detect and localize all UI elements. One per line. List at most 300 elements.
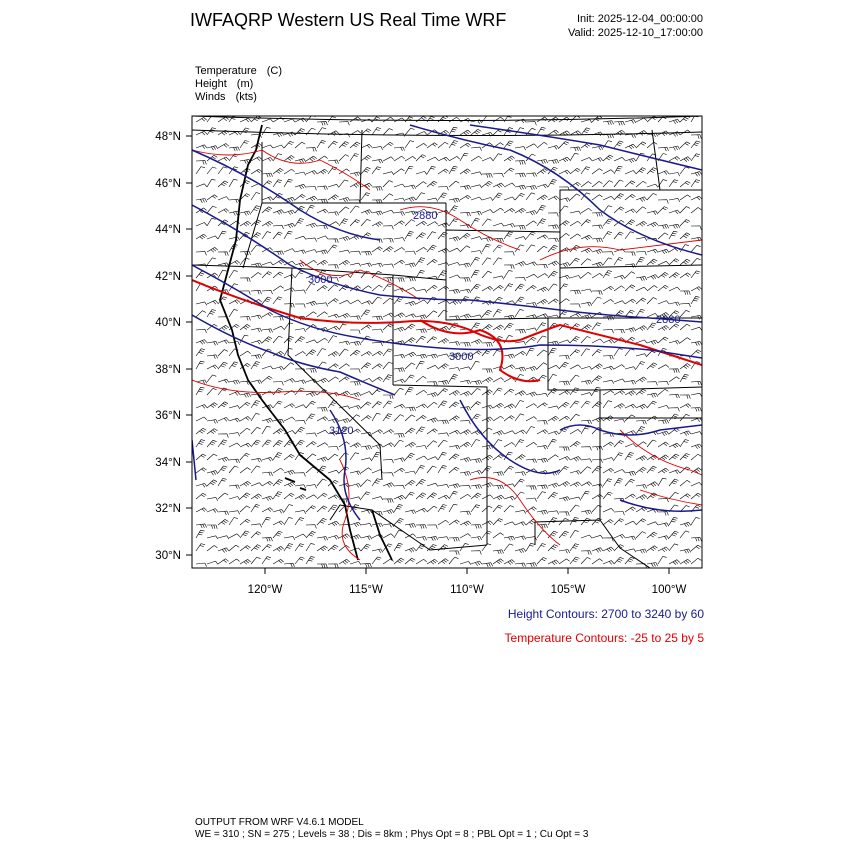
wind-barb xyxy=(460,169,471,174)
wind-barb xyxy=(229,237,240,241)
wind-barb xyxy=(581,366,592,369)
wind-barb xyxy=(240,519,250,525)
wind-barb xyxy=(383,473,393,477)
wind-barb xyxy=(559,356,569,360)
wind-barb xyxy=(526,193,535,200)
wind-barb xyxy=(284,417,295,421)
wind-barb xyxy=(196,145,207,149)
wind-barb xyxy=(284,179,293,187)
wind-barb xyxy=(592,195,603,200)
wind-barb xyxy=(240,453,250,460)
wind-barb xyxy=(614,478,623,486)
wind-barb xyxy=(691,341,702,345)
wind-barb xyxy=(603,366,614,370)
wind-barb xyxy=(273,401,282,408)
wind-barb xyxy=(548,492,558,499)
wind-barb xyxy=(416,508,427,512)
temperature-unit: (C) xyxy=(266,65,283,77)
wind-barb xyxy=(196,252,206,256)
wind-barb xyxy=(416,479,426,486)
wind-barb xyxy=(570,365,581,369)
wind-barb xyxy=(471,525,481,529)
wind-barb xyxy=(383,264,394,268)
wind-barb xyxy=(515,185,526,189)
wind-barb xyxy=(471,388,481,395)
wind-barb xyxy=(229,497,240,500)
wind-barb xyxy=(339,142,349,149)
wind-barb xyxy=(504,431,515,434)
wind-barb xyxy=(669,173,680,177)
wind-barb xyxy=(636,442,647,447)
wind-barb xyxy=(570,429,581,434)
wind-barb xyxy=(372,222,383,227)
wind-barb xyxy=(537,219,546,226)
wind-barb xyxy=(361,219,371,226)
wind-barb xyxy=(196,131,207,135)
wind-barb xyxy=(625,536,636,540)
wind-barb xyxy=(680,364,690,370)
wind-barb xyxy=(394,485,405,489)
wind-barb xyxy=(383,443,394,447)
wind-barb xyxy=(383,430,394,435)
wind-barb xyxy=(372,444,383,449)
wind-barb xyxy=(416,537,427,541)
winds-unit: (kts) xyxy=(235,91,257,103)
wind-barb xyxy=(493,208,504,213)
wind-barb xyxy=(295,236,306,239)
wind-barb xyxy=(526,262,537,266)
wind-barb xyxy=(559,157,570,162)
wind-barb xyxy=(559,457,570,461)
wind-barb xyxy=(691,432,702,435)
wind-barb xyxy=(603,391,614,396)
wind-barb xyxy=(460,263,471,267)
wind-barb xyxy=(548,511,559,515)
wind-barb xyxy=(328,447,338,451)
wind-barb xyxy=(207,146,218,151)
wind-barb xyxy=(339,250,350,253)
wind-barb xyxy=(537,299,548,304)
contour-label: 2880 xyxy=(656,314,681,326)
wind-barb xyxy=(471,251,482,255)
wind-barb xyxy=(262,127,271,135)
wind-barb xyxy=(614,157,625,161)
wind-barb xyxy=(262,457,273,461)
wind-barb xyxy=(691,454,701,460)
wind-barb xyxy=(405,352,416,357)
wind-barb xyxy=(438,452,447,460)
wind-barb xyxy=(449,316,460,320)
wind-barb xyxy=(218,350,228,357)
wind-barb xyxy=(515,563,526,567)
wind-barb xyxy=(548,439,557,447)
wind-barb xyxy=(273,210,284,215)
wind-barb xyxy=(625,252,635,256)
wind-barb xyxy=(361,286,372,291)
wind-barb xyxy=(317,260,328,265)
wind-barb xyxy=(647,546,658,551)
wind-barb xyxy=(240,546,250,552)
wind-barb xyxy=(251,427,261,434)
wind-barb xyxy=(251,245,260,252)
wind-barb xyxy=(405,524,416,528)
wind-barb xyxy=(361,416,371,422)
wind-barb xyxy=(416,354,427,358)
wind-barb xyxy=(449,402,459,408)
wind-barb xyxy=(636,326,647,331)
wind-barb xyxy=(383,142,393,148)
wind-barb xyxy=(218,117,229,122)
wind-barb xyxy=(405,510,416,514)
wind-barb xyxy=(658,420,669,424)
wind-barb xyxy=(658,547,669,552)
wind-barb xyxy=(592,146,603,150)
wind-barb xyxy=(284,363,294,369)
wind-barb xyxy=(339,559,350,564)
wind-barb xyxy=(460,430,471,435)
wind-barb xyxy=(284,536,295,540)
lon-tick-label: 110°W xyxy=(450,584,484,596)
wind-barb xyxy=(471,270,479,278)
wind-barb xyxy=(416,193,425,200)
wind-barb xyxy=(207,561,218,564)
wind-barb xyxy=(504,443,515,448)
wind-barb xyxy=(405,558,415,564)
wind-barb xyxy=(537,142,547,148)
wind-barb xyxy=(493,325,504,330)
wind-barb xyxy=(515,284,524,291)
wind-barb xyxy=(361,325,372,330)
wind-barb xyxy=(515,277,526,281)
wind-barb xyxy=(680,195,691,200)
wind-barb xyxy=(262,426,271,434)
wind-barb xyxy=(416,361,425,369)
wind-barb xyxy=(317,546,328,551)
wind-barb xyxy=(196,454,206,460)
wind-barb xyxy=(636,421,646,425)
wind-barb xyxy=(548,531,558,538)
wind-barb xyxy=(658,389,668,395)
wind-barb xyxy=(306,301,317,306)
wind-barb xyxy=(207,341,218,345)
wind-barb xyxy=(548,238,559,242)
wind-barb xyxy=(383,194,393,200)
wind-barb xyxy=(394,156,405,161)
wind-barb xyxy=(196,329,207,333)
wind-barb xyxy=(537,336,546,343)
wind-barb xyxy=(438,142,448,148)
wind-barb xyxy=(339,197,350,202)
wind-barb xyxy=(581,426,590,434)
wind-barb xyxy=(603,561,614,565)
wind-barb xyxy=(559,482,570,487)
wind-barb xyxy=(438,537,449,541)
wind-barb xyxy=(306,171,317,175)
wind-barb xyxy=(295,380,306,384)
wind-barb xyxy=(603,479,612,486)
wind-barb xyxy=(537,195,548,200)
wind-barb xyxy=(405,277,416,281)
wind-barb xyxy=(691,180,700,187)
wind-barb xyxy=(317,349,326,357)
wind-barb xyxy=(592,559,603,564)
wind-barb xyxy=(427,285,437,291)
temperature-contours-legend: Temperature Contours: -25 to 25 by 5 xyxy=(504,631,704,645)
wind-barb xyxy=(339,534,350,539)
wind-barb xyxy=(603,538,613,542)
wind-barb xyxy=(614,258,623,266)
wind-barb xyxy=(548,213,558,217)
wind-barb xyxy=(218,466,227,473)
wind-barb xyxy=(240,317,250,321)
wind-barb xyxy=(372,452,381,460)
wind-barb xyxy=(317,186,328,190)
wind-barb xyxy=(625,158,636,163)
wind-barb xyxy=(493,403,504,408)
wind-barb xyxy=(273,440,283,447)
wind-barb xyxy=(284,169,295,174)
wind-barb xyxy=(691,393,702,397)
wind-barb xyxy=(262,472,273,476)
wind-barb xyxy=(548,406,559,409)
wind-barb xyxy=(427,393,438,398)
wind-barb xyxy=(240,221,251,226)
wind-barb xyxy=(284,404,295,408)
wind-barb xyxy=(372,167,381,174)
wind-barb xyxy=(658,285,668,291)
wind-barb xyxy=(570,234,581,239)
wind-barb xyxy=(570,375,579,382)
wind-barb xyxy=(460,391,471,396)
wind-barb xyxy=(570,457,581,462)
wind-barb xyxy=(284,379,295,383)
wind-barb xyxy=(383,210,394,213)
wind-barb xyxy=(416,525,426,529)
wind-barb xyxy=(240,351,251,356)
wind-barb xyxy=(427,232,436,239)
wind-barb xyxy=(317,378,328,383)
wind-barb xyxy=(559,221,570,226)
wind-barb xyxy=(273,492,282,499)
wind-barb xyxy=(405,338,416,343)
wind-barb xyxy=(218,157,229,161)
wind-barb xyxy=(636,252,646,256)
wind-barb xyxy=(361,155,371,161)
wind-barb xyxy=(196,302,207,305)
wind-barb xyxy=(328,299,338,305)
wind-barb xyxy=(625,171,636,175)
wind-barb xyxy=(537,445,548,449)
wind-barb xyxy=(251,532,261,538)
wind-barb xyxy=(361,129,371,135)
wind-barb xyxy=(570,211,581,214)
wind-barb xyxy=(284,156,294,162)
wind-barb xyxy=(361,263,372,267)
wind-barb xyxy=(504,224,515,228)
wind-barb xyxy=(669,146,680,151)
wind-barb xyxy=(306,260,317,265)
wind-barb xyxy=(625,299,636,304)
wind-barb xyxy=(361,510,372,514)
wind-barb xyxy=(251,458,262,462)
wind-barb xyxy=(669,443,680,448)
wind-barb xyxy=(471,493,481,499)
wind-barb xyxy=(438,223,449,228)
wind-barb xyxy=(482,244,491,252)
wind-barb xyxy=(350,263,361,266)
wind-barb xyxy=(273,429,284,434)
wind-barb xyxy=(603,356,613,360)
wind-barb xyxy=(361,310,370,317)
wind-barb xyxy=(394,198,405,201)
wind-barb xyxy=(306,156,317,161)
wind-barb xyxy=(207,128,216,135)
wind-barb xyxy=(515,297,524,304)
wind-barb xyxy=(548,455,559,460)
temperature-name: Temperature xyxy=(195,65,257,77)
wind-barb xyxy=(504,183,515,187)
wind-barb xyxy=(218,379,229,383)
wind-barb xyxy=(570,471,581,475)
wind-barb xyxy=(515,522,526,526)
wind-barb xyxy=(669,454,679,460)
wind-barb xyxy=(603,206,612,213)
lat-tick-label: 38°N xyxy=(155,364,181,376)
wind-barb xyxy=(317,479,326,486)
wind-barb xyxy=(405,128,415,135)
wind-barb xyxy=(614,419,625,423)
wind-barb xyxy=(680,207,690,214)
wind-barb xyxy=(460,534,471,538)
wind-barb xyxy=(218,167,227,174)
wind-barb xyxy=(548,348,557,356)
wind-barb xyxy=(405,407,416,411)
wind-barb xyxy=(328,195,339,200)
wind-barb xyxy=(361,523,372,527)
wind-barb xyxy=(405,185,416,189)
wind-barb xyxy=(603,258,612,265)
wind-barb xyxy=(306,414,315,421)
wind-barb xyxy=(526,417,537,421)
wind-barb xyxy=(350,183,361,188)
lat-tick-label: 32°N xyxy=(155,503,181,515)
wind-barb xyxy=(669,198,680,202)
wind-barb xyxy=(482,158,493,162)
wind-barb xyxy=(262,197,273,201)
wind-barb xyxy=(658,326,669,331)
wind-barb xyxy=(306,350,316,356)
wind-barb xyxy=(207,546,217,552)
wind-barb xyxy=(229,518,238,526)
wind-barb xyxy=(328,352,339,357)
wind-barb xyxy=(493,472,504,476)
wind-barb xyxy=(328,326,339,330)
wind-barb xyxy=(196,349,205,356)
wind-barb xyxy=(438,380,449,384)
wind-barb xyxy=(196,524,207,528)
wind-barb xyxy=(537,287,548,292)
wind-barb xyxy=(328,265,338,269)
wind-barb xyxy=(559,233,569,239)
wind-barb xyxy=(570,497,581,500)
lon-tick-label: 100°W xyxy=(651,584,687,596)
wind-barb xyxy=(636,237,647,241)
winds-name: Winds xyxy=(195,91,226,103)
wind-barb xyxy=(504,270,513,278)
wind-barb xyxy=(603,329,614,333)
wind-barb xyxy=(603,299,614,304)
wind-barb xyxy=(449,198,460,202)
wind-barb xyxy=(306,485,317,489)
wind-barb xyxy=(537,246,547,252)
wind-barb xyxy=(427,181,437,187)
wind-barb xyxy=(526,328,537,331)
wind-barb xyxy=(196,417,207,421)
wind-barb xyxy=(416,300,427,304)
wind-barb xyxy=(691,537,702,541)
wind-barb xyxy=(394,504,403,512)
wind-barb xyxy=(416,247,427,252)
wind-barb xyxy=(614,166,622,174)
wind-barb xyxy=(570,290,581,294)
wind-barb xyxy=(526,211,537,216)
wind-barb xyxy=(504,168,514,174)
wind-barb xyxy=(383,172,394,175)
wind-barb xyxy=(372,479,381,486)
wind-barb xyxy=(625,367,636,370)
wind-barb xyxy=(339,260,350,265)
wind-barb xyxy=(592,181,602,187)
wind-barb xyxy=(614,286,625,291)
wind-barb xyxy=(262,496,273,501)
wind-barb xyxy=(372,187,382,191)
wind-barb xyxy=(526,221,537,226)
wind-barb xyxy=(647,184,658,187)
wind-barb xyxy=(614,379,625,382)
wind-barb xyxy=(262,207,272,213)
wind-barb xyxy=(471,414,480,421)
wind-barb xyxy=(427,525,437,529)
wind-barb xyxy=(361,402,371,408)
wind-barb xyxy=(471,257,480,265)
wind-barb xyxy=(493,193,502,200)
wind-barb xyxy=(614,207,624,213)
wind-barb xyxy=(636,221,647,226)
wind-barb xyxy=(559,381,570,385)
wind-barb xyxy=(317,225,328,229)
wind-barb xyxy=(647,393,658,397)
wind-barb xyxy=(603,520,613,526)
wind-barb xyxy=(636,340,647,343)
wind-barb xyxy=(460,485,471,489)
wind-barb xyxy=(658,381,669,385)
wind-barb xyxy=(306,205,315,213)
wind-barb xyxy=(240,251,251,255)
wind-barb xyxy=(603,286,614,291)
wind-barb xyxy=(372,211,383,215)
wind-barb xyxy=(449,467,459,473)
wind-barb xyxy=(581,467,591,473)
wind-barb xyxy=(559,275,570,279)
wind-barb xyxy=(581,482,592,486)
model-info-line2: WE = 310 ; SN = 275 ; Levels = 38 ; Dis = 8km ; Phys Opt = 8 ; PBL Opt = 1 ; Cu Opt = 3 xyxy=(195,829,589,840)
wind-barb xyxy=(328,131,339,136)
wind-barb xyxy=(240,324,250,330)
wind-barb xyxy=(383,157,394,161)
wind-barb xyxy=(515,147,526,151)
wind-barb xyxy=(427,245,437,252)
wind-barb xyxy=(493,117,504,122)
